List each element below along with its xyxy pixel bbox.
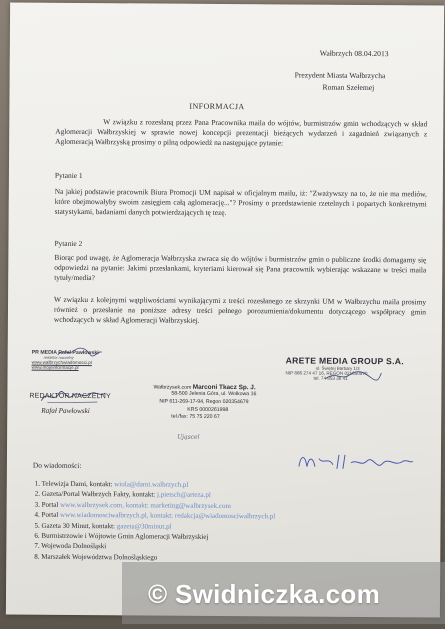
- marconi-phone: tel./fax: 75 75 220 67: [171, 414, 220, 421]
- list-item: 2. Gazeta/Portal Wałbrzych Fakty, kontakt: j.pietsch@arteza.pl: [34, 490, 211, 500]
- question-2-text: Biorąc pod uwagę, że Aglomeracja Wałbrzyska zwraca się do wójtów i burmistrzów gmin o publiczne środki domagamy się odpowiedzi na pytanie: Jakimi przesłankami, kryteriami kierował się Pana pracownik wybierając wskazane w treści maila tytuły/media?: [54, 252, 427, 283]
- marconi-tkacz-stamp: [153, 384, 289, 423]
- letter-intro: W związku z rozesłaną przez Pana Pracownika maila do wójtów, burmistrzów gmin wchodzących w skład Aglomeracji Wałbrzyskiej w sprawie nowej koncepcji prezentacji bieżących wydarzeń i zagadnień związanych z Aglomeracją Wałbrzyską prosimy o pilną odpowiedź na następujące pytanie:: [55, 117, 428, 148]
- list-item: 1. Telewizja Dami, kontakt: wiola@dami.walbrzych.pl: [34, 479, 189, 489]
- marconi-brand: Wałbrzysek.com: [153, 384, 192, 391]
- marconi-address: 58-500 Jelenia Góra, ul. Wolkowa 16: [171, 390, 257, 398]
- editor-label: REDAKTOR NACZELNY: [29, 392, 111, 401]
- list-item: 7. Wojewoda Dolnośląski: [34, 542, 107, 551]
- marconi-company: Marconi Tkacz Sp. J.: [192, 383, 256, 392]
- contact-link[interactable]: j.pietsch@arteza.pl: [156, 490, 211, 500]
- arete-address: ul. Świętej Barbary 1/3: [315, 365, 360, 371]
- list-item: 4. Portal www.wiadomosciwalbrzych.pl, kontakt: redakcja@wiadomosciwalbrzych.pl: [34, 510, 276, 521]
- contact-link[interactable]: wiola@dami.walbrzych.pl: [114, 480, 189, 489]
- marconi-nip: NIP 611-269-17-94, Regon 020354679: [159, 398, 249, 405]
- recipient-name: Roman Szełemej: [322, 82, 375, 93]
- distribution-list: [34, 479, 355, 564]
- list-item: 6. Burmistrzowie i Wójtowie Gmin Aglomeracji Wałbrzyskiej: [34, 531, 209, 541]
- recipient-title: Prezydent Miasta Wałbrzycha: [294, 70, 386, 81]
- letter-title: INFORMACJA: [189, 101, 245, 112]
- letter-page: [6, 2, 444, 617]
- list-item: 3. Portal www.walbrzysek.com, kontakt: marketing@walbrzysek.com: [34, 500, 231, 510]
- pr-media-site-1: www.walbrzychwiadomosci.pl: [31, 359, 92, 366]
- arete-company-name: ARETE MEDIA GROUP S.A.: [285, 355, 405, 367]
- question-1-heading: Pytanie 1: [54, 170, 83, 181]
- pr-media-name: PR MEDIA Rafał Pawłowski: [31, 349, 99, 357]
- contact-link[interactable]: gazeta@30minut.pl: [116, 521, 172, 531]
- arete-nip: NIP 886 274 47 16, REGON 021850570: [285, 370, 368, 376]
- watermark-text: © Swidniczka.com: [148, 579, 381, 609]
- pr-media-role: redaktor naczelny: [43, 355, 74, 360]
- right-signature: [295, 448, 415, 475]
- pr-media-signature: [56, 346, 104, 358]
- list-item: 8. Marszałek Województwa Dolnośląskiego: [34, 552, 158, 562]
- pr-media-site-2: www.mojeinformacje.pl: [31, 364, 79, 370]
- letter-date: Wałbrzych 08.04.2013: [319, 48, 389, 59]
- marconi-handwritten-note: Ująscel: [177, 433, 200, 441]
- arete-signature: [323, 369, 383, 383]
- marconi-krs: KRS 0000261998: [187, 406, 229, 413]
- contact-link[interactable]: www.walbrzysek.com, kontakt: marketing@walbrzysek.com: [60, 500, 231, 510]
- list-item: 5. Gazeta 30 Minut, kontakt: gazeta@30minut.pl: [34, 521, 172, 531]
- editor-name: Rafał Pawłowski: [41, 406, 90, 416]
- distribution-title: Do wiadomości:: [32, 460, 82, 471]
- question-2-heading: Pytanie 2: [54, 238, 83, 249]
- letter-closing: W związku z kolejnymi wątpliwościami wynikającymi z treści rozesłanego ze skrzynki UM w Wałbrzychu maila prosimy również o przesłanie na poniższe adresy treści pełnego porozumienia/dokumentu dotyczącego współpracy gmin wchodzących w skład Aglomeracji Wałbrzyskiej.: [53, 294, 427, 326]
- contact-link[interactable]: www.wiadomosciwalbrzych.pl, kontakt: redakcja@wiadomosciwalbrzych.pl: [60, 511, 276, 521]
- question-1-text: Na jakiej podstawie pracownik Biura Promocji UM napisał w oficjalnym mailu, iż: "Zważywszy na to, że nie ma mediów, które obejmowałyby swoim zasięgiem całą aglomerację..."? Prosimy o przedstawienie rzetelnych i popartych konkretnymi statystykami, badaniami danych potwierdzających tę tezę.: [54, 186, 427, 218]
- arete-phone: tel. 74 853 38 41: [313, 375, 348, 381]
